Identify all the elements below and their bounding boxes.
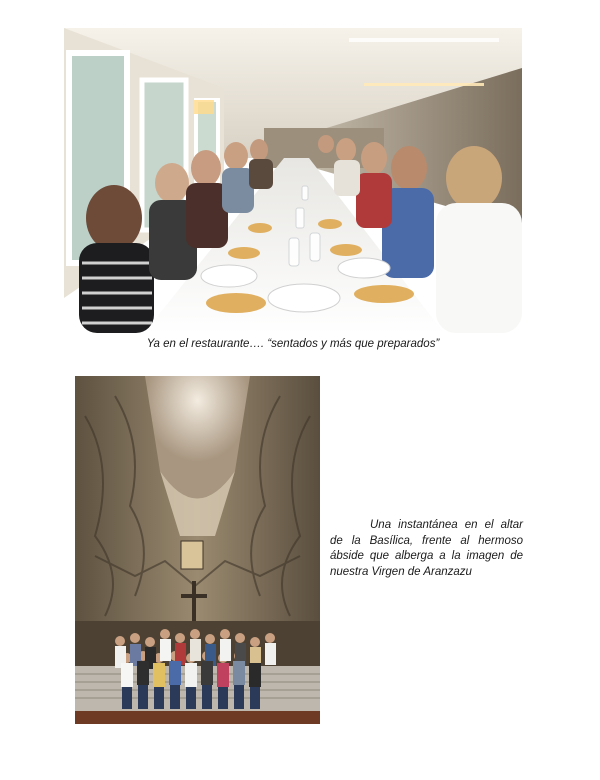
restaurant-photo (64, 28, 522, 333)
basilica-caption: Una instantánea en el altar de la Basílica, frente al hermoso ábside que alberga a la imagen de nuestra Virgen de Aranzazu (330, 519, 523, 578)
basilica-photo (75, 376, 320, 724)
restaurant-caption: Ya en el restaurante…. “sentados y más que preparados” (146, 338, 440, 350)
